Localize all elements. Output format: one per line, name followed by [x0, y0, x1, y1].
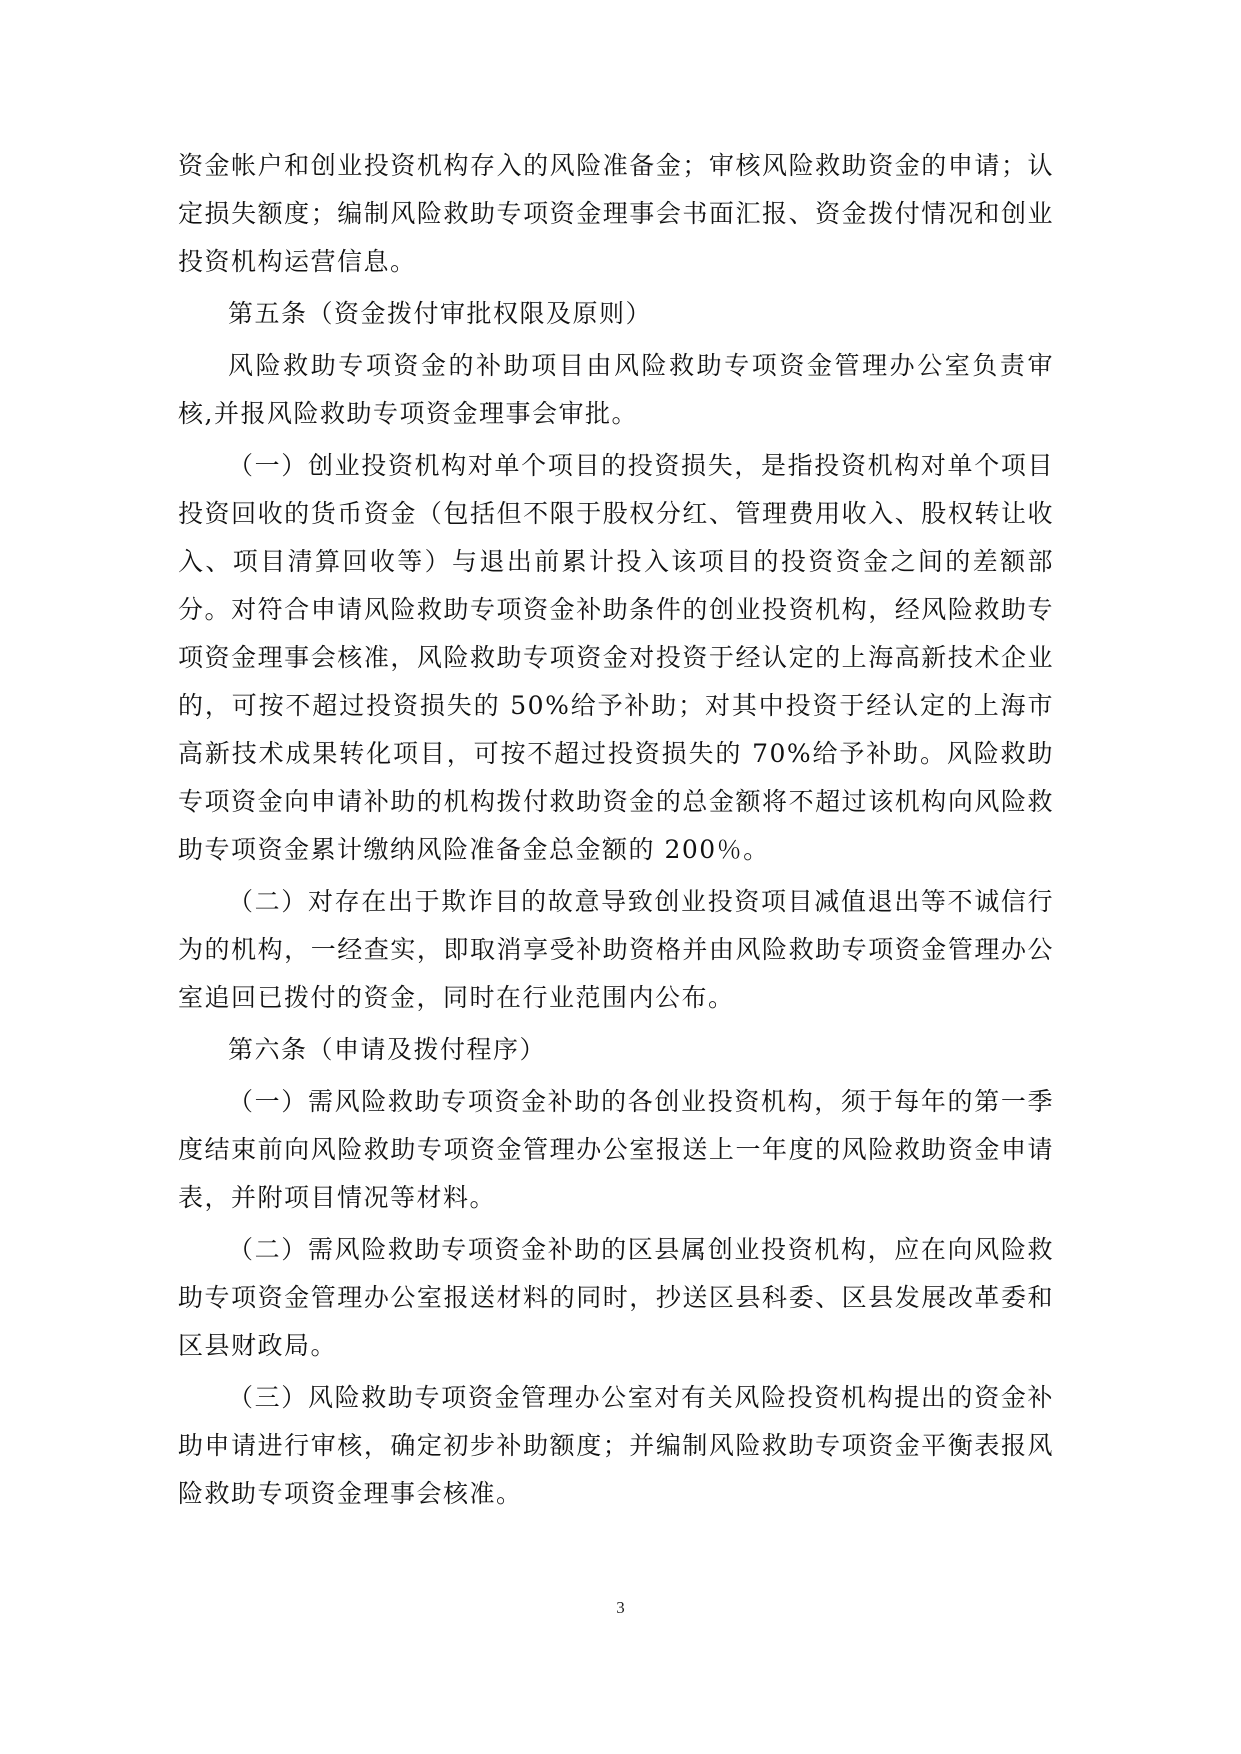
page-number: 3 [616, 1598, 625, 1617]
article-6-item-2: （二）需风险救助专项资金补助的区县属创业投资机构，应在向风险救助专项资金管理办公室报送材料的同时，抄送区县科委、区县发展改革委和区县财政局。 [178, 1235, 1054, 1360]
article-5-item-2: （二）对存在出于欺诈目的故意导致创业投资项目减值退出等不诚信行为的机构，一经查实，即取消享受补助资格并由风险救助专项资金管理办公室追回已拨付的资金，同时在行业范围内公布。 [178, 887, 1054, 1012]
paragraph-continuation: 资金帐户和创业投资机构存入的风险准备金；审核风险救助资金的申请；认定损失额度；编制风险救助专项资金理事会书面汇报、资金拨付情况和创业投资机构运营信息。 [178, 151, 1054, 276]
article-5-intro: 风险救助专项资金的补助项目由风险救助专项资金管理办公室负责审核,并报风险救助专项资金理事会审批。 [178, 351, 1054, 428]
document-body [178, 142, 1054, 1518]
article-6-item-3: （三）风险救助专项资金管理办公室对有关风险投资机构提出的资金补助申请进行审核，确定初步补助额度；并编制风险救助专项资金平衡表报风险救助专项资金理事会核准。 [178, 1383, 1054, 1508]
article-5-item-1: （一）创业投资机构对单个项目的投资损失，是指投资机构对单个项目投资回收的货币资金（包括但不限于股权分红、管理费用收入、股权转让收入、项目清算回收等）与退出前累计投入该项目的投资资金之间的差额部分。对符合申请风险救助专项资金补助条件的创业投资机构，经风险救助专项资金理事会核准，风险救助专项资金对投资于经认定的上海高新技术企业的，可按不超过投资损失的 50%给予补助；对其中投资于经认定的上海市高新技术成果转化项目，可按不超过投资损失的 70%给予补助。风险救助专项资金向申请补助的机构拨付救助资金的总金额将不超过该机构向风险救助专项资金累计缴纳风险准备金总金额的 200％。 [178, 451, 1054, 864]
article-6-item-1: （一）需风险救助专项资金补助的各创业投资机构，须于每年的第一季度结束前向风险救助专项资金管理办公室报送上一年度的风险救助资金申请表，并附项目情况等材料。 [178, 1087, 1054, 1212]
article-6-heading: 第六条（申请及拨付程序） [228, 1035, 547, 1064]
article-5-heading: 第五条（资金拨付审批权限及原则） [228, 299, 653, 328]
